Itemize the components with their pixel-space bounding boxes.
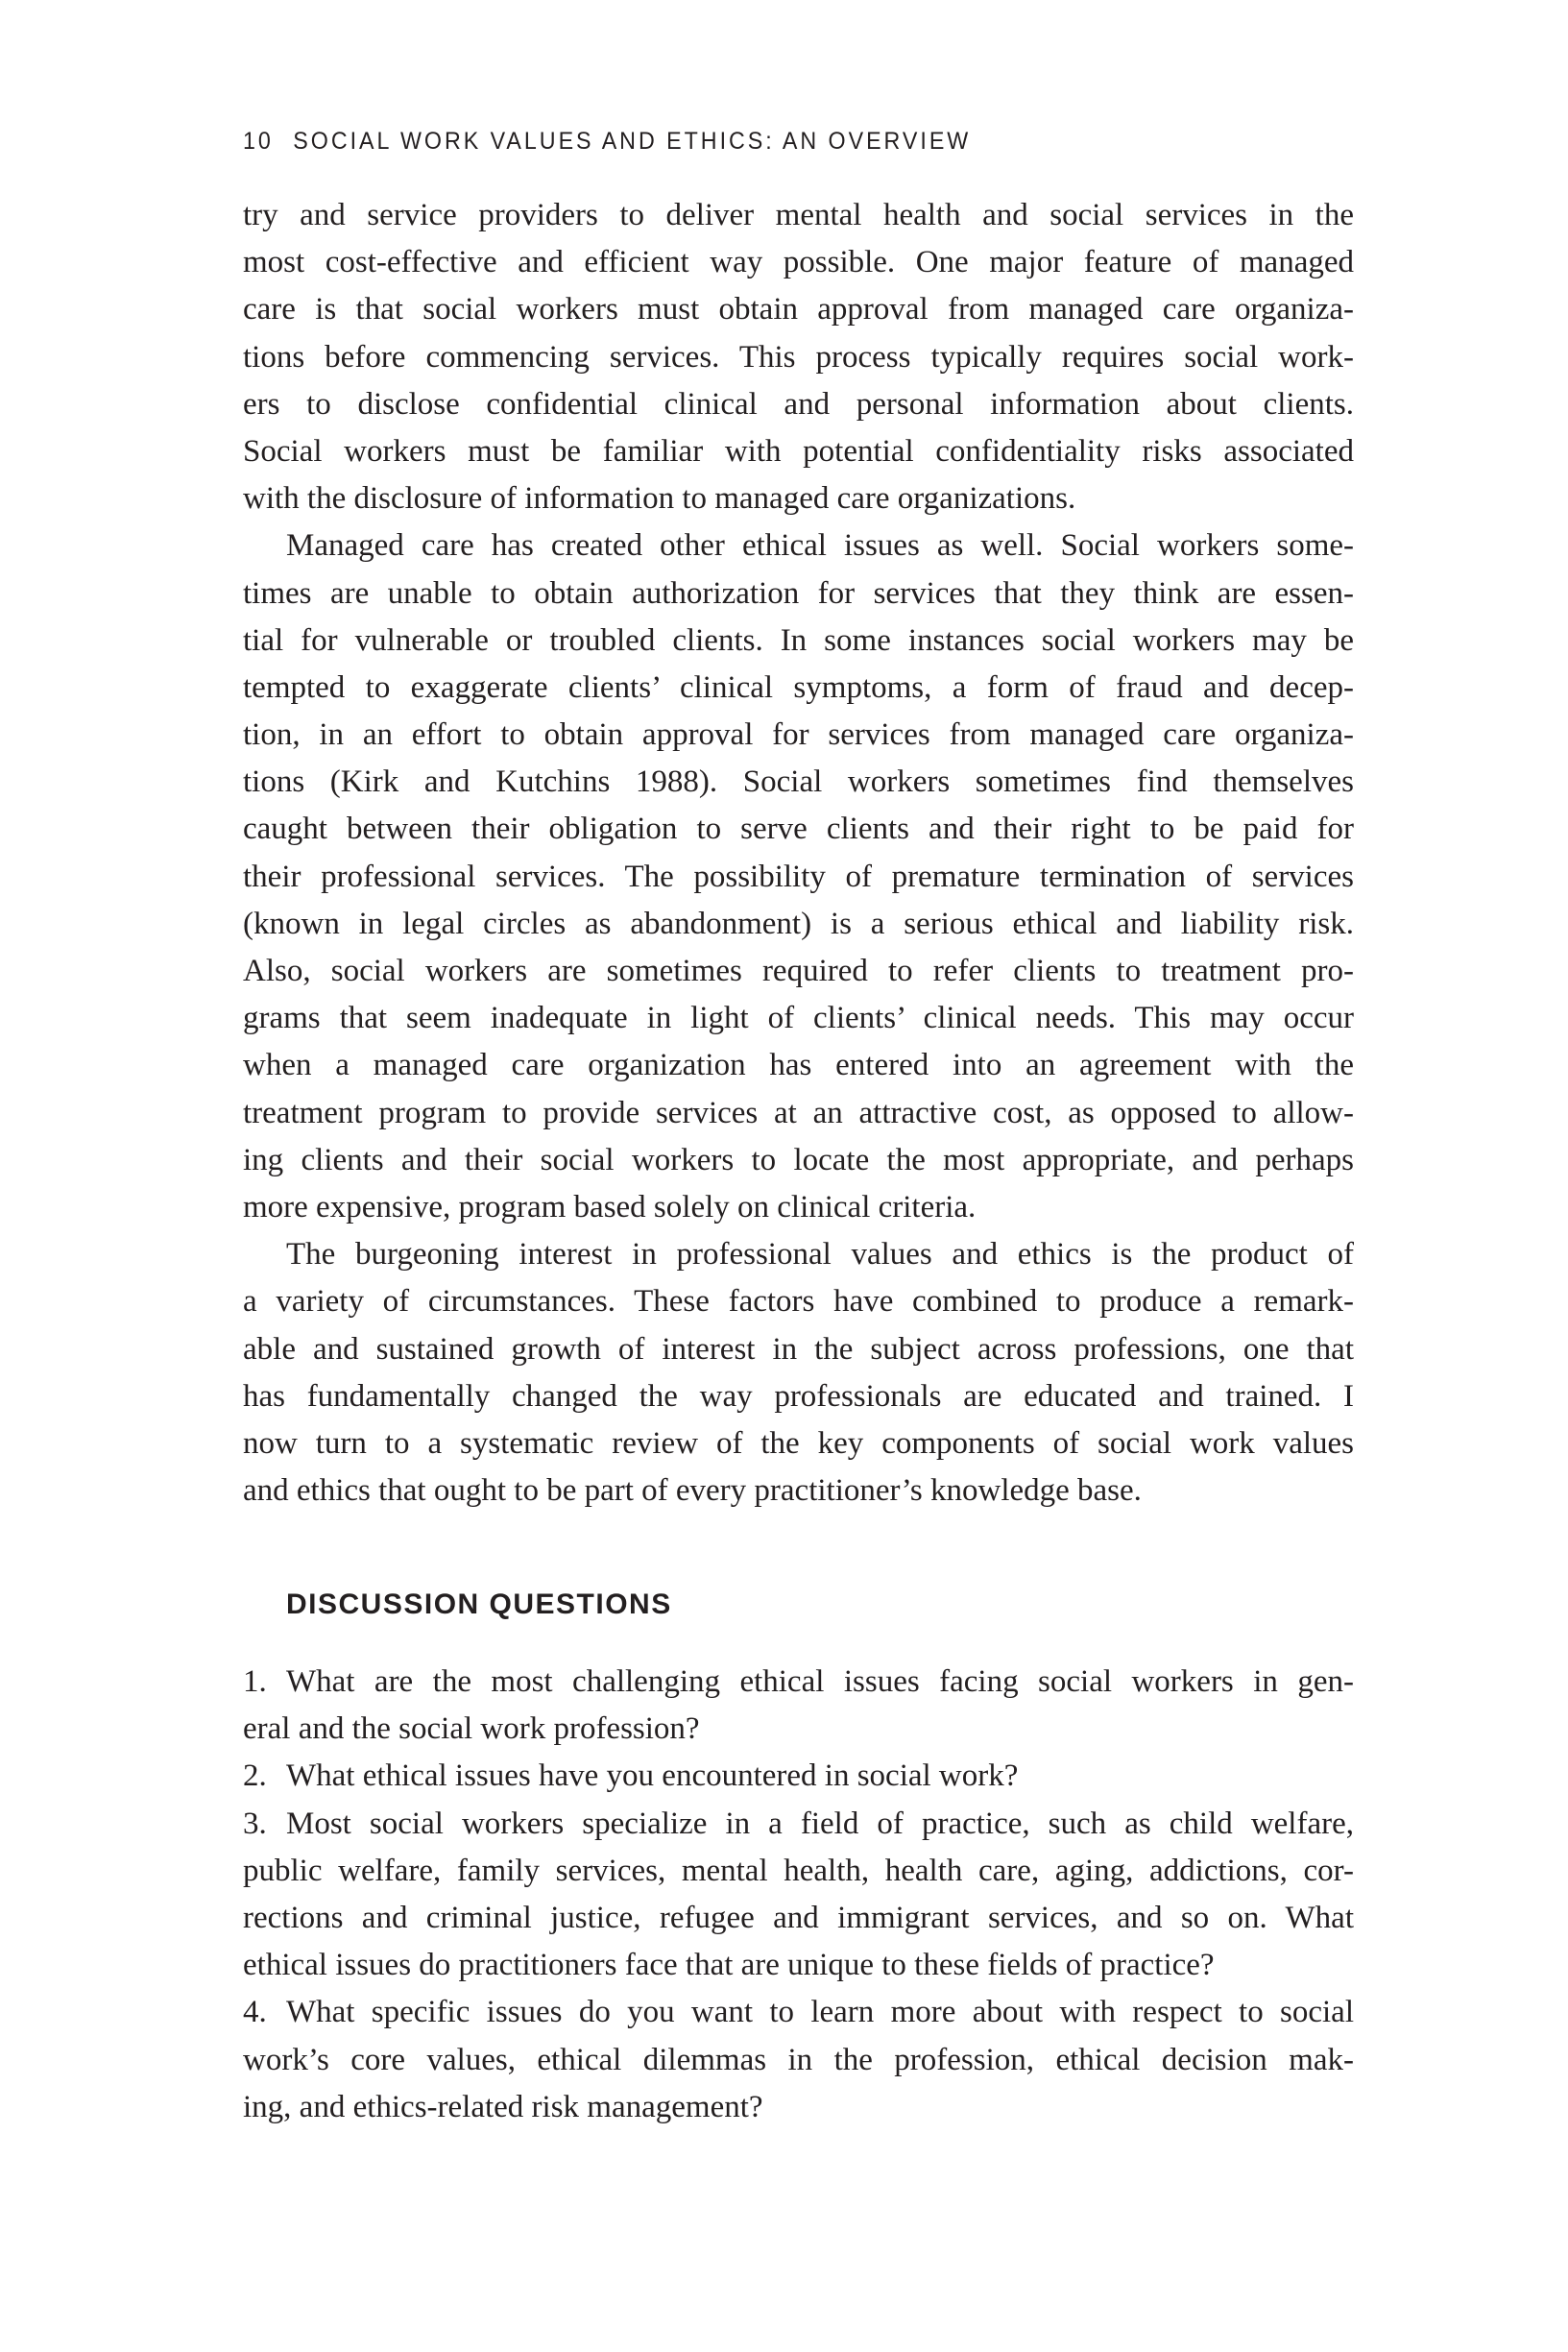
question-continuation-line: ethical issues do practitioners face that are unique to these fields of practice? bbox=[243, 1948, 1215, 1983]
text-line: most cost-effective and efficient way possible. One major feature of managed bbox=[243, 245, 1354, 280]
text-line: tempted to exaggerate clients’ clinical symptoms, a form of fraud and decep- bbox=[243, 669, 1354, 705]
question-item bbox=[243, 1659, 1354, 1753]
text-line: Also, social workers are sometimes required to refer clients to treatment pro- bbox=[243, 954, 1354, 988]
text-line: caught between their obligation to serve clients and their right to be paid for bbox=[243, 812, 1354, 847]
text-line: Managed care has created other ethical issues as well. Social workers some- bbox=[286, 528, 1354, 564]
text-line: and ethics that ought to be part of every practitioner’s knowledge base. bbox=[243, 1473, 1142, 1509]
text-line: their professional services. The possibility of premature termination of services bbox=[243, 859, 1354, 894]
paragraph bbox=[243, 522, 1354, 1231]
question-item bbox=[243, 1801, 1354, 1990]
paragraph bbox=[243, 192, 1354, 522]
question-item bbox=[243, 1989, 1354, 2131]
text-line: The burgeoning interest in professional values and ethics is the product of bbox=[286, 1237, 1354, 1273]
text-line: ing clients and their social workers to locate the most appropriate, and perhaps bbox=[243, 1142, 1354, 1177]
text-line: more expensive, program based solely on clinical criteria. bbox=[243, 1189, 977, 1224]
body-text bbox=[243, 192, 1354, 1515]
question-continuation-line: work’s core values, ethical dilemmas in the profession, ethical decision mak- bbox=[243, 2042, 1354, 2077]
question-number: 3. bbox=[243, 1806, 267, 1841]
text-line: a variety of circumstances. These factors have combined to produce a remark- bbox=[243, 1284, 1354, 1320]
running-head bbox=[243, 127, 971, 156]
question-text: What are the most challenging ethical issues facing social workers in gen- bbox=[286, 1664, 1354, 1699]
text-line: tions (Kirk and Kutchins 1988). Social workers sometimes find themselves bbox=[243, 764, 1354, 800]
text-line: try and service providers to deliver mental health and social services in the bbox=[243, 198, 1354, 232]
text-line: grams that seem inadequate in light of clients’ clinical needs. This may occur bbox=[243, 1001, 1354, 1036]
question-continuation-line: ing, and ethics-related risk management? bbox=[243, 2089, 763, 2124]
text-line: able and sustained growth of interest in the subject across professions, one that bbox=[243, 1331, 1354, 1367]
text-line: when a managed care organization has entered into an agreement with the bbox=[243, 1048, 1354, 1083]
text-line: with the disclosure of information to managed care organizations. bbox=[243, 481, 1076, 517]
question-first-line bbox=[243, 1659, 1354, 1706]
question-text: Most social workers specialize in a field of practice, such as child welfare, bbox=[286, 1806, 1354, 1841]
text-line: care is that social workers must obtain approval from managed care organiza- bbox=[243, 292, 1354, 327]
text-line: Social workers must be familiar with potential confidentiality risks associated bbox=[243, 433, 1354, 469]
text-line: now turn to a systematic review of the key components of social work values bbox=[243, 1425, 1354, 1461]
text-line: has fundamentally changed the way professionals are educated and trained. I bbox=[243, 1378, 1354, 1414]
text-line: tions before commencing services. This process typically requires social work- bbox=[243, 339, 1354, 375]
text-line: (known in legal circles as abandonment) is a serious ethical and liability risk. bbox=[243, 906, 1354, 941]
text-line: treatment program to provide services at an attractive cost, as opposed to allow- bbox=[243, 1095, 1354, 1130]
question-continuation-line: public welfare, family services, mental health, health care, aging, addictions, cor- bbox=[243, 1853, 1354, 1888]
discussion-questions-list bbox=[243, 1659, 1354, 2131]
running-head-title: SOCIAL WORK VALUES AND ETHICS: AN OVERVIEW bbox=[293, 128, 972, 155]
section-heading: DISCUSSION QUESTIONS bbox=[286, 1588, 672, 1620]
text-line: ers to disclose confidential clinical and personal information about clients. bbox=[243, 386, 1354, 422]
question-continuation-line: rections and criminal justice, refugee and immigrant services, and so on. What bbox=[243, 1900, 1354, 1935]
question-first-line bbox=[243, 1989, 1354, 2036]
question-first-line bbox=[243, 1801, 1354, 1848]
text-line: times are unable to obtain authorization for services that they think are essen- bbox=[243, 575, 1354, 611]
question-first-line bbox=[243, 1753, 1354, 1800]
text-line: tion, in an effort to obtain approval for services from managed care organiza- bbox=[243, 717, 1354, 753]
question-continuation-line: eral and the social work profession? bbox=[243, 1711, 700, 1747]
paragraph bbox=[243, 1231, 1354, 1515]
question-number: 1. bbox=[243, 1664, 267, 1699]
question-item bbox=[243, 1753, 1354, 1800]
question-text: What specific issues do you want to learn more about with respect to social bbox=[286, 1995, 1354, 2030]
page-number: 10 bbox=[243, 128, 274, 155]
question-number: 2. bbox=[243, 1758, 267, 1794]
question-number: 4. bbox=[243, 1995, 267, 2030]
question-text: What ethical issues have you encountered in social work? bbox=[286, 1758, 1019, 1794]
text-line: tial for vulnerable or troubled clients. In some instances social workers may be bbox=[243, 622, 1354, 658]
